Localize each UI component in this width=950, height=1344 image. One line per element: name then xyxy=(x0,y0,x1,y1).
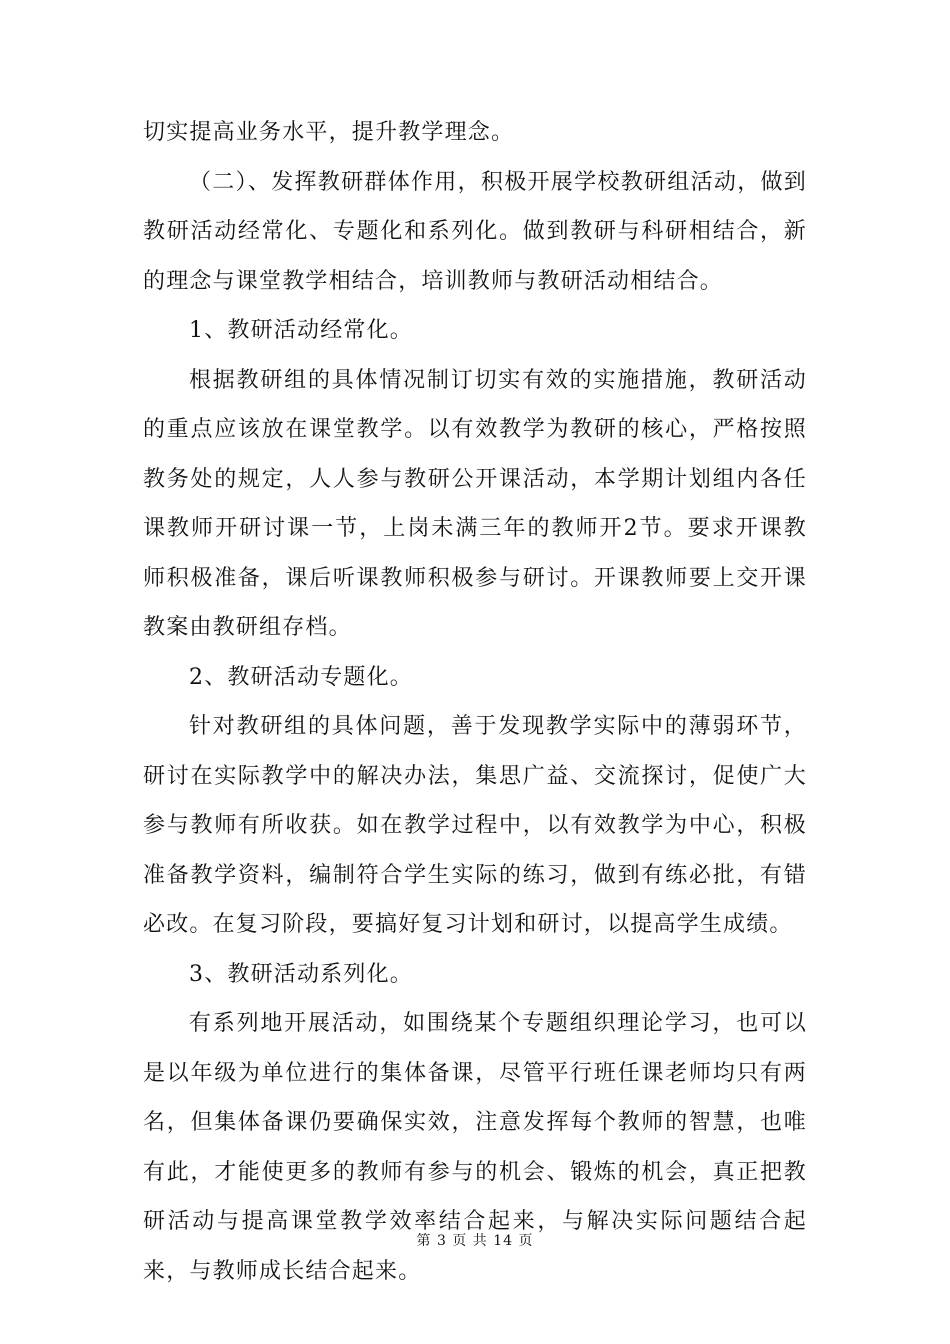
paragraph-continuation: 切实提高业务水平，提升教学理念。 xyxy=(143,120,515,145)
paragraph-item-1-body: 根据教研组的具体情况制订切实有效的实施措施，教研活动的重点应该放在课堂教学。以有效教学为教研的核心，严格按照教务处的规定，人人参与教研公开课活动，本学期计划组内各任课教师开研讨课一节，上岗未满三年的教师开2节。要求开课教师积极准备，课后听课教师积极参与研讨。开课教师要上交开课教案由教研组存档。 xyxy=(143,367,807,640)
paragraph-section-two: （二）、发挥教研群体作用，积极开展学校教研组活动，做到教研活动经常化、专题化和系列化。做到教研与科研相结合，新的理念与课堂教学相结合，培训教师与教研活动相结合。 xyxy=(143,169,807,294)
page-footer: 第 3 页 共 14 页 xyxy=(416,1233,534,1249)
paragraph-item-3-body: 有系列地开展活动，如围绕某个专题组织理论学习，也可以是以年级为单位进行的集体备课，尽管平行班任课老师均只有两名，但集体备课仍要确保实效，注意发挥每个教师的智慧，也唯有此，才能使更多的教师有参与的机会、锻炼的机会，真正把教研活动与提高课堂教学效率结合起来，与解决实际问题结合起来，与教师成长结合起来。 xyxy=(143,1011,807,1284)
paragraph-item-2-body: 针对教研组的具体问题，善于发现教学实际中的薄弱环节，研讨在实际教学中的解决办法，集思广益、交流探讨，促使广大参与教师有所收获。如在教学过程中，以有效教学为中心，积极准备教学资料，编制符合学生实际的练习，做到有练必批，有错必改。在复习阶段，要搞好复习计划和研讨，以提高学生成绩。 xyxy=(143,714,807,937)
heading-item-3: 3、教研活动系列化。 xyxy=(189,961,413,987)
document-body xyxy=(143,108,807,1296)
heading-item-1: 1、教研活动经常化。 xyxy=(189,318,413,343)
heading-item-2: 2、教研活动专题化。 xyxy=(189,664,413,690)
